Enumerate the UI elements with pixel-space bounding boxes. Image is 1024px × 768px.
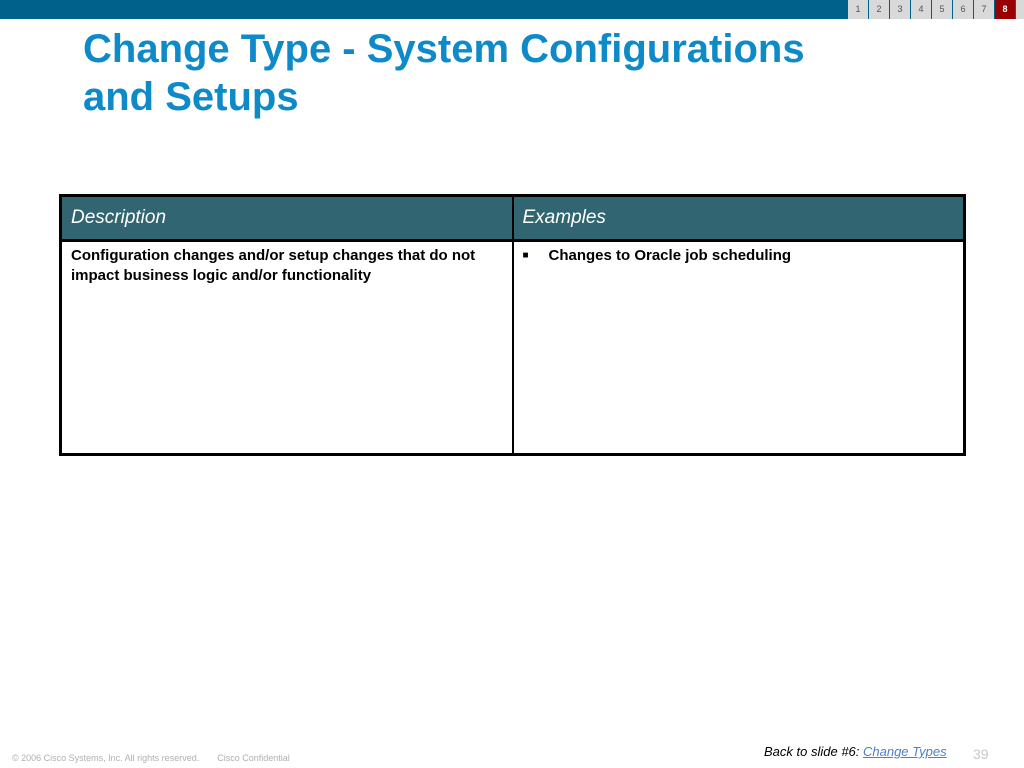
example-text: Changes to Oracle job scheduling [548, 247, 792, 264]
change-type-table [59, 194, 966, 456]
description-cell: Configuration changes and/or setup changes that do not impact business logic and/or functionality [61, 241, 513, 455]
slide-navigation [847, 0, 1024, 19]
slide-nav-tab-8[interactable]: 8 [995, 0, 1015, 19]
table-header-row [61, 196, 965, 241]
confidential-label: Cisco Confidential [217, 753, 290, 763]
slide-title-line-2: and Setups [83, 75, 299, 119]
slide-nav-tab-more[interactable] [1016, 0, 1024, 19]
slide-nav-tab-4[interactable]: 4 [911, 0, 931, 19]
back-prefix: Back to slide #6: [764, 744, 863, 759]
slide-title [83, 25, 983, 121]
slide-nav-tab-6[interactable]: 6 [953, 0, 973, 19]
header-examples: Examples [513, 196, 965, 241]
slide-nav-tab-3[interactable]: 3 [890, 0, 910, 19]
example-list-item [523, 246, 955, 266]
examples-cell [513, 241, 965, 455]
footer-copyright [12, 753, 290, 763]
slide-nav-tab-1[interactable]: 1 [848, 0, 868, 19]
copyright-text: © 2006 Cisco Systems, Inc. All rights reserved. [12, 753, 200, 763]
change-types-link[interactable]: Change Types [863, 744, 947, 759]
page-number: 39 [973, 746, 989, 762]
slide-nav-tab-2[interactable]: 2 [869, 0, 889, 19]
slide-title-line-1: Change Type - System Configurations [83, 27, 805, 71]
header-description: Description [61, 196, 513, 241]
table-row [61, 241, 965, 455]
slide-nav-tab-7[interactable]: 7 [974, 0, 994, 19]
square-bullet-icon: ■ [522, 250, 529, 261]
slide-nav-tab-5[interactable]: 5 [932, 0, 952, 19]
back-to-slide [764, 744, 947, 759]
